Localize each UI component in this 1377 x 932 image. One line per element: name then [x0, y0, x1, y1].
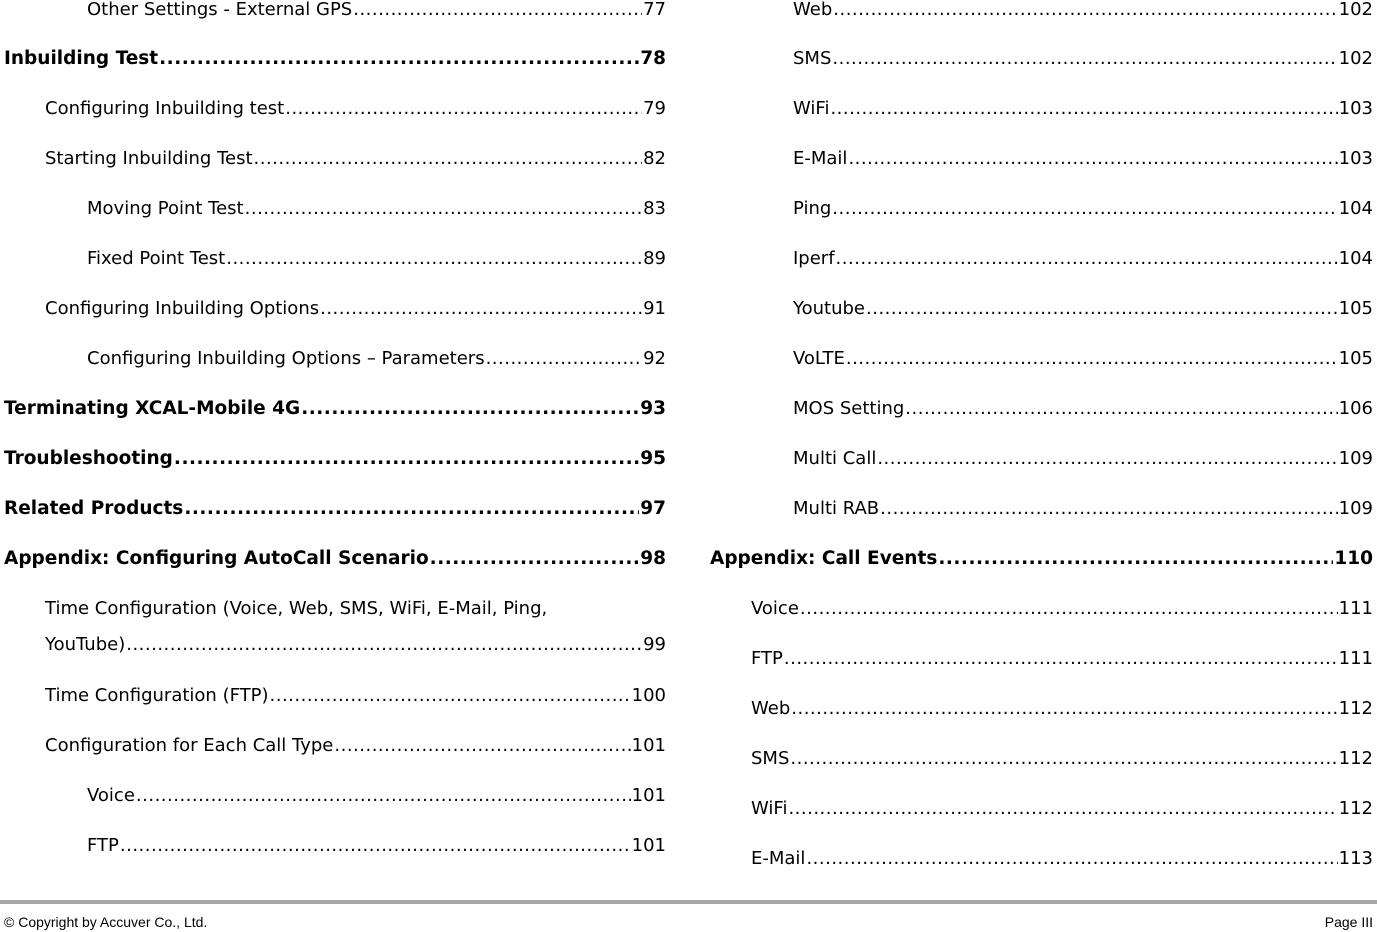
toc-leader — [830, 97, 1337, 121]
toc-entry[interactable] — [793, 497, 1373, 521]
toc-entry-title: Time Configuration (FTP) — [45, 685, 269, 706]
toc-entry[interactable] — [710, 547, 1373, 571]
toc-entry-title: Configuring Inbuilding Options — [45, 298, 320, 319]
toc-entry-page: 102 — [1338, 0, 1373, 20]
toc-entry[interactable] — [45, 147, 666, 171]
toc-entry-title: Configuring Inbuilding test — [45, 98, 285, 119]
toc-entry-title: Appendix: Call Events — [710, 548, 938, 569]
toc-leader — [486, 347, 643, 371]
toc-entry-page: 91 — [643, 298, 666, 319]
toc-leader — [174, 447, 639, 471]
toc-leader — [938, 547, 1333, 571]
toc-entry-title: SMS — [751, 748, 790, 769]
toc-entry-title: FTP — [751, 648, 783, 669]
toc-entry-title: Inbuilding Test — [4, 48, 159, 69]
toc-leader — [880, 497, 1337, 521]
toc-entry[interactable] — [793, 147, 1373, 171]
toc-entry[interactable] — [45, 297, 666, 321]
toc-entry-title: Fixed Point Test — [87, 248, 226, 269]
toc-entry[interactable] — [87, 247, 666, 271]
toc-leader — [788, 797, 1337, 821]
toc-leader — [791, 697, 1337, 721]
toc-entry-title: Web — [793, 0, 833, 20]
toc-entry-page: 77 — [643, 0, 666, 20]
toc-entry-page: 110 — [1334, 548, 1373, 569]
toc-entry-page: 105 — [1338, 298, 1373, 319]
toc-entry-page: 111 — [1338, 648, 1373, 669]
toc-leader — [806, 847, 1337, 871]
toc-leader — [833, 0, 1337, 22]
toc-entry-page: 78 — [640, 48, 666, 69]
toc-entry-page: 101 — [631, 835, 666, 856]
toc-entry[interactable] — [793, 197, 1373, 221]
toc-entry-page: 83 — [643, 198, 666, 219]
toc-entry-title: E-Mail — [793, 148, 848, 169]
toc-entry-page: 103 — [1338, 148, 1373, 169]
toc-entry-page: 93 — [640, 398, 666, 419]
toc-entry-title: WiFi — [751, 798, 788, 819]
toc-leader — [877, 447, 1337, 471]
toc-entry-page: 101 — [631, 785, 666, 806]
toc-entry-page: 98 — [640, 548, 666, 569]
toc-leader — [430, 547, 640, 571]
toc-entry-title: Starting Inbuilding Test — [45, 148, 253, 169]
toc-entry-title: Terminating XCAL-Mobile 4G — [4, 398, 301, 419]
toc-entry[interactable] — [45, 97, 666, 121]
toc-entry[interactable] — [45, 633, 666, 657]
toc-leader — [254, 147, 643, 171]
toc-leader — [245, 197, 642, 221]
footer-copyright: © Copyright by Accuver Co., Ltd. — [4, 914, 208, 930]
toc-entry-title: Youtube — [793, 298, 865, 319]
toc-entry-title: WiFi — [793, 98, 830, 119]
toc-entry-page: 99 — [643, 634, 666, 655]
toc-entry-title: Related Products — [4, 498, 184, 519]
toc-entry[interactable] — [45, 684, 666, 708]
toc-entry[interactable] — [793, 297, 1373, 321]
toc-leader — [353, 0, 642, 22]
toc-entry-page: 95 — [640, 448, 666, 469]
toc-leader — [120, 834, 631, 858]
toc-leader — [159, 47, 639, 71]
toc-leader — [836, 247, 1338, 271]
toc-entry-title: Voice — [87, 785, 135, 806]
toc-leader — [126, 633, 642, 657]
toc-entry-page: 113 — [1338, 848, 1373, 869]
toc-entry-title: Appendix: Configuring AutoCall Scenario — [4, 548, 429, 569]
toc-entry-title: Multi RAB — [793, 498, 880, 519]
toc-leader — [301, 397, 639, 421]
toc-entry[interactable] — [751, 697, 1373, 721]
toc-entry[interactable] — [793, 347, 1373, 371]
toc-entry[interactable] — [45, 734, 666, 758]
toc-entry-page: 104 — [1338, 248, 1373, 269]
toc-entry[interactable] — [751, 847, 1373, 871]
toc-leader — [866, 297, 1338, 321]
toc-entry[interactable] — [4, 47, 666, 71]
toc-entry-page: 89 — [643, 248, 666, 269]
toc-entry-page: 102 — [1338, 48, 1373, 69]
toc-entry-page: 106 — [1338, 398, 1373, 419]
toc-leader — [334, 734, 630, 758]
toc-entry-title: Configuration for Each Call Type — [45, 735, 334, 756]
toc-entry-title: Troubleshooting — [4, 448, 173, 469]
toc-entry-title: Voice — [751, 598, 799, 619]
toc-entry-page: 97 — [640, 498, 666, 519]
toc-entry-title: E-Mail — [751, 848, 806, 869]
toc-entry-page: 105 — [1338, 348, 1373, 369]
toc-entry[interactable] — [4, 497, 666, 521]
toc-entry-title: Moving Point Test — [87, 198, 244, 219]
toc-entry-page: 112 — [1338, 698, 1373, 719]
toc-entry[interactable] — [751, 747, 1373, 771]
toc-entry-title: Web — [751, 698, 791, 719]
toc-entry[interactable] — [87, 197, 666, 221]
footer-page-number: Page III — [1324, 914, 1373, 930]
toc-leader — [226, 247, 642, 271]
toc-entry-page: 112 — [1338, 798, 1373, 819]
toc-entry[interactable] — [751, 647, 1373, 671]
toc-entry[interactable] — [793, 247, 1373, 271]
toc-entry-page: 109 — [1338, 498, 1373, 519]
toc-entry[interactable] — [4, 447, 666, 471]
toc-entry-page: 79 — [643, 98, 666, 119]
toc-entry[interactable] — [4, 397, 666, 421]
toc-entry[interactable] — [4, 547, 666, 571]
toc-entry-title: Ping — [793, 198, 832, 219]
toc-entry[interactable] — [793, 397, 1373, 421]
toc-entry-page: 111 — [1338, 598, 1373, 619]
toc-entry-title: SMS — [793, 48, 832, 69]
toc-entry-title: Iperf — [793, 248, 835, 269]
toc-entry-page: 101 — [631, 735, 666, 756]
toc-entry-title: Other Settings - External GPS — [87, 0, 353, 20]
toc-entry-page: 82 — [643, 148, 666, 169]
toc-leader — [848, 147, 1337, 171]
toc-entry-title: Configuring Inbuilding Options – Parameters — [87, 348, 485, 369]
toc-leader — [320, 297, 642, 321]
footer-divider — [0, 900, 1377, 904]
toc-entry-title: MOS Setting — [793, 398, 905, 419]
toc-entry[interactable] — [87, 834, 666, 858]
toc-leader — [846, 347, 1338, 371]
toc-leader — [790, 747, 1337, 771]
toc-entry-page: 92 — [643, 348, 666, 369]
toc-leader — [832, 197, 1337, 221]
toc-leader — [136, 784, 631, 808]
toc-entry-page: 109 — [1338, 448, 1373, 469]
toc-entry-title: Multi Call — [793, 448, 877, 469]
toc-leader — [800, 597, 1338, 621]
toc-entry[interactable] — [793, 447, 1373, 471]
toc-entry-title: YouTube) — [45, 634, 126, 655]
toc-leader — [270, 684, 631, 708]
toc-leader — [905, 397, 1337, 421]
toc-entry[interactable] — [793, 97, 1373, 121]
toc-entry-page: 112 — [1338, 748, 1373, 769]
toc-leader — [184, 497, 639, 521]
toc-leader — [784, 647, 1338, 671]
toc-entry-page: 104 — [1338, 198, 1373, 219]
toc-entry[interactable] — [87, 347, 666, 371]
toc-entry-title: VoLTE — [793, 348, 845, 369]
toc-leader — [285, 97, 642, 121]
toc-entry[interactable] — [751, 597, 1373, 621]
toc-leader — [832, 47, 1337, 71]
toc-entry[interactable] — [87, 784, 666, 808]
toc-entry[interactable] — [751, 797, 1373, 821]
toc-entry[interactable] — [793, 47, 1373, 71]
toc-entry[interactable] — [87, 0, 666, 22]
toc-entry[interactable] — [793, 0, 1373, 22]
toc-entry-title-line1[interactable]: Time Configuration (Voice, Web, SMS, WiFi, E-Mail, Ping, — [45, 598, 548, 619]
toc-entry-page: 103 — [1338, 98, 1373, 119]
toc-entry-page: 100 — [631, 685, 666, 706]
toc-entry-title: FTP — [87, 835, 119, 856]
